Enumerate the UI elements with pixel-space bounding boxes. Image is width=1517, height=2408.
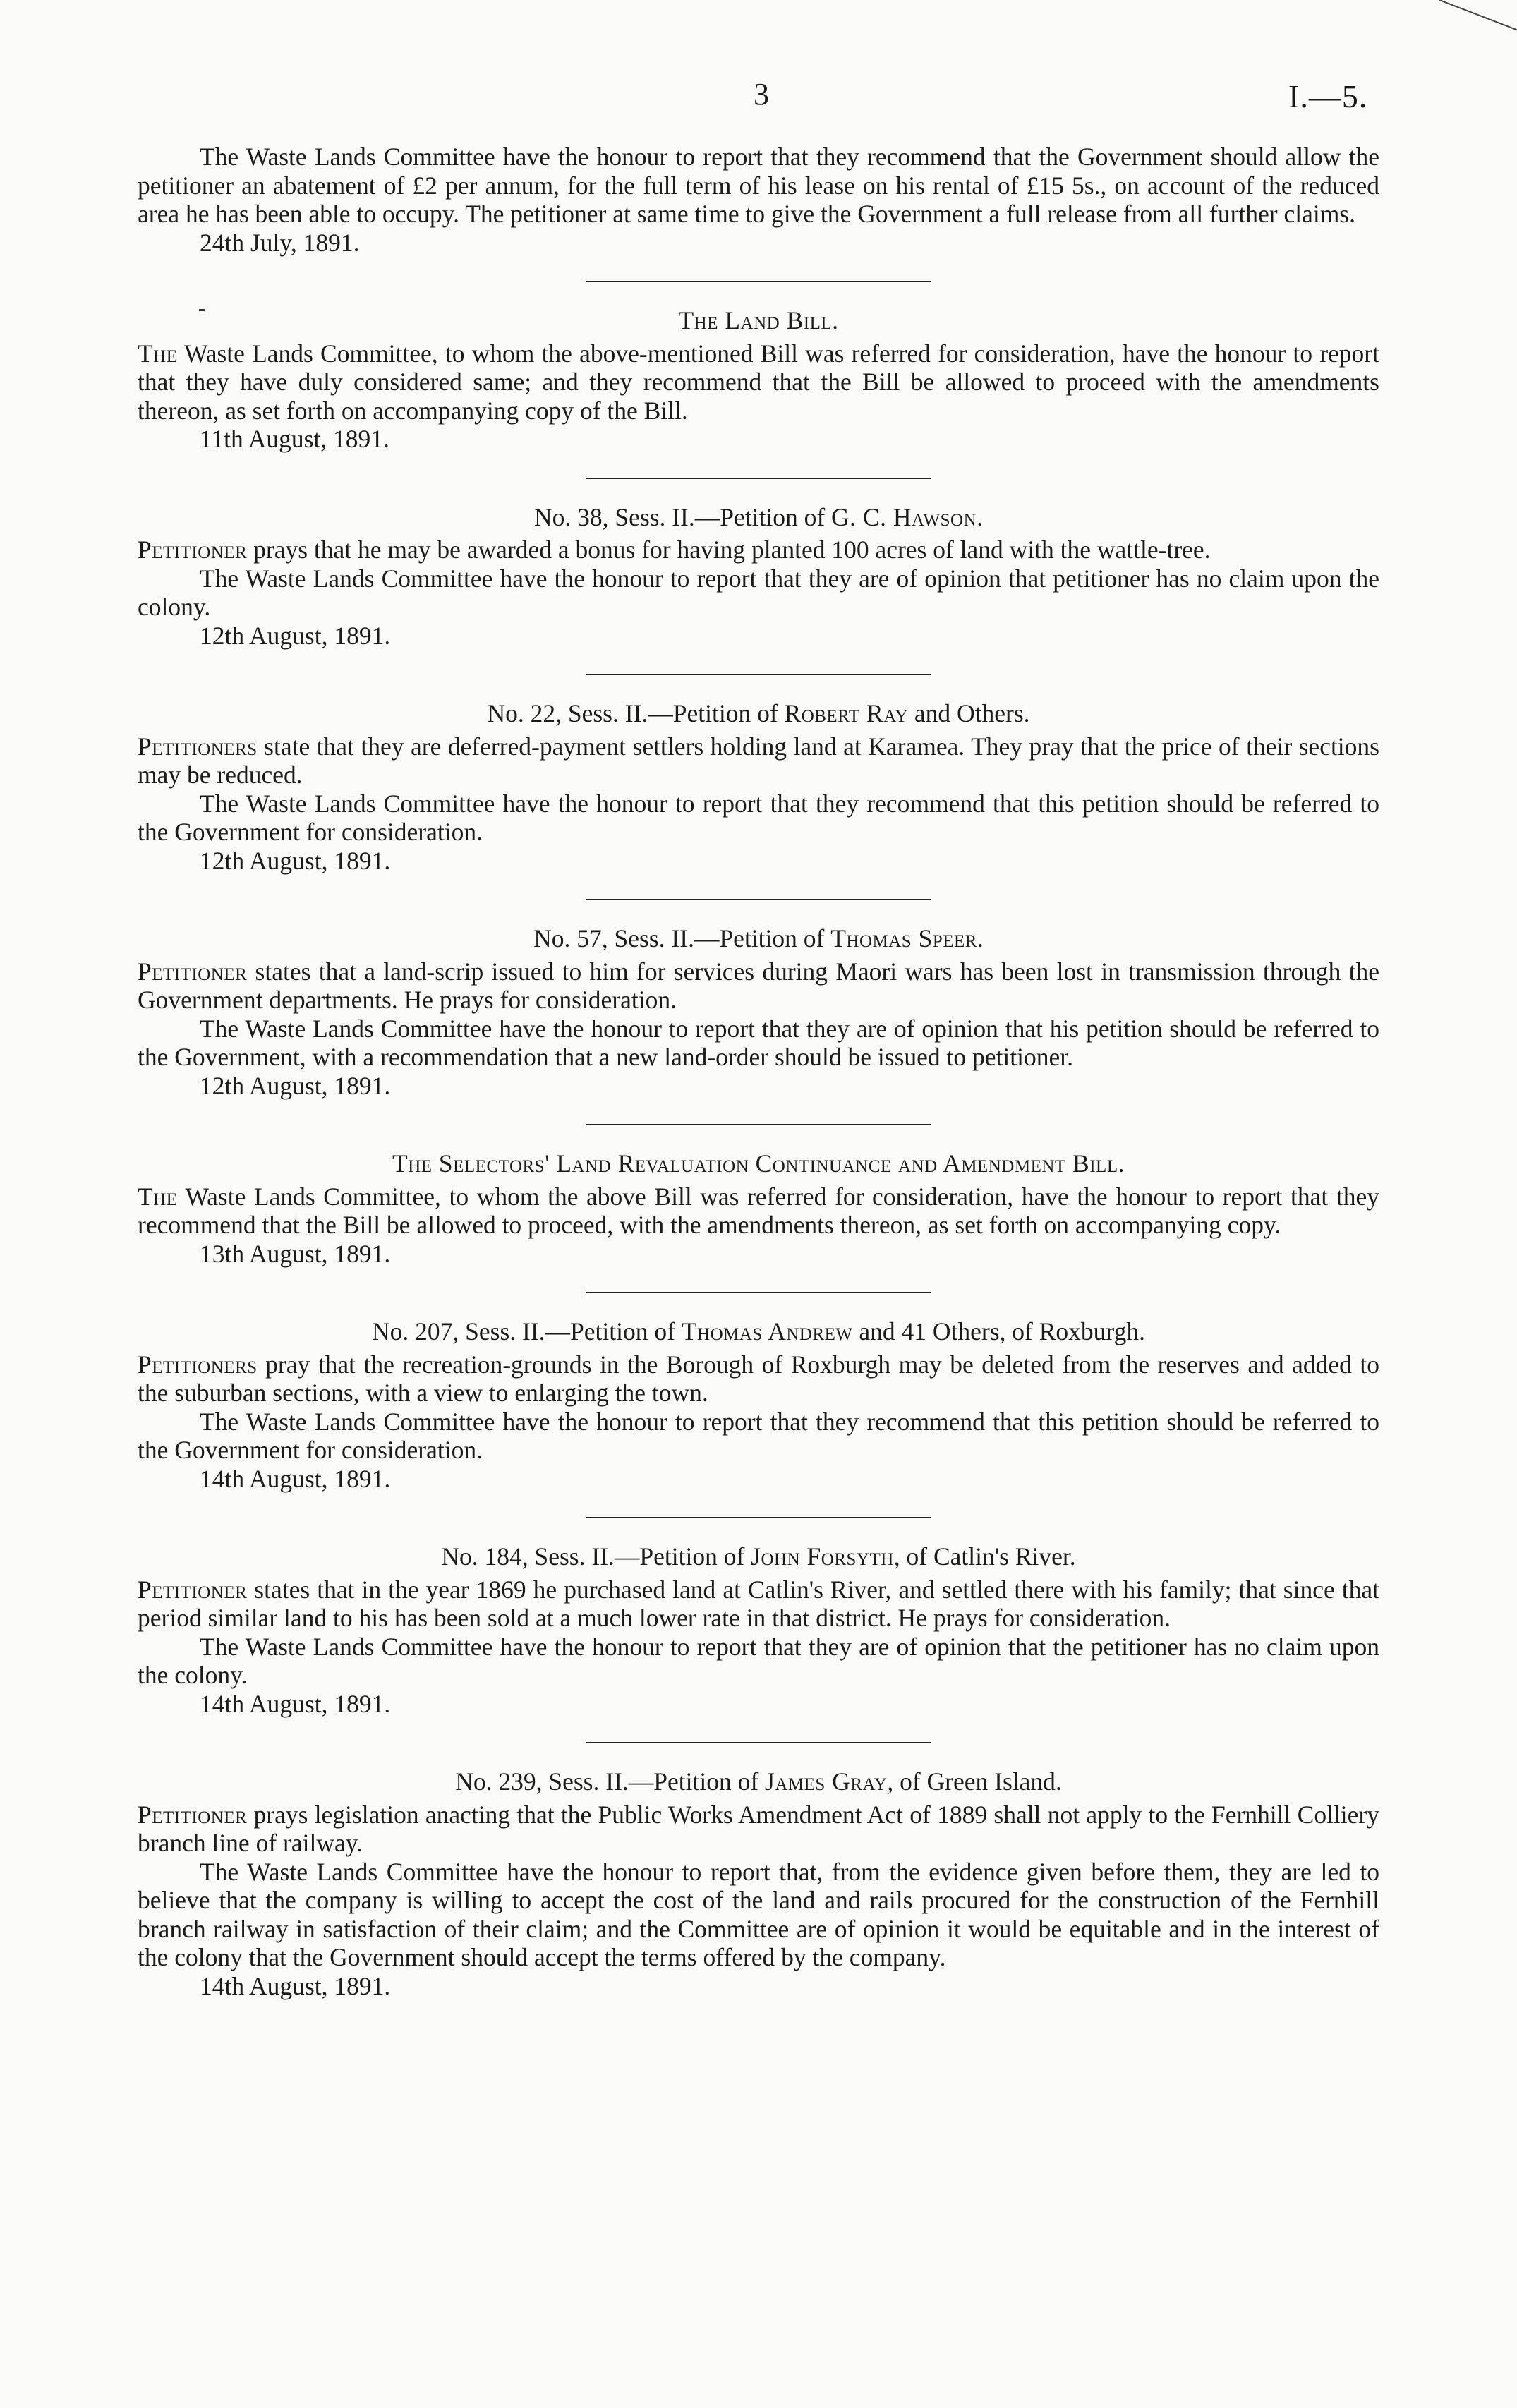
heading-suffix: , of Catlin's River.	[893, 1542, 1076, 1571]
report-date: 12th August, 1891.	[200, 621, 391, 650]
petition-paragraph	[138, 1575, 1379, 1633]
section-heading	[138, 1317, 1379, 1346]
heading-prefix: No. 22, Sess. II.—Petition of	[487, 699, 785, 727]
report-paragraph: The Waste Lands Committee have the honour to report that they are of opinion that petitioner has no claim upon the colony.	[138, 564, 1379, 621]
report-date: 14th August, 1891.	[200, 1464, 391, 1493]
petition-text: state that they are deferred-payment settlers holding land at Karamea. They pray that the price of their sections may be reduced.	[138, 732, 1379, 789]
petition-text: pray that the recreation-grounds in the Borough of Roxburgh may be deleted from the reserves and added to the suburban sections, with a view to enlarging the town.	[138, 1350, 1379, 1407]
section-divider	[586, 478, 931, 479]
report-text: Waste Lands Committee, to whom the above-mentioned Bill was referred for consideration, have the honour to report that they have duly considered same; and they recommend that the Bill be allowed to proceed with the amendments thereon, as set forth on accompanying copy of the Bill.	[138, 339, 1379, 425]
section-divider	[586, 899, 931, 900]
page-header	[0, 76, 1517, 119]
petition-paragraph	[138, 1350, 1379, 1408]
section-heading	[138, 1767, 1379, 1796]
petitioner-name: Thomas Speer	[830, 924, 977, 952]
petitioner-name: James Gray	[765, 1767, 888, 1796]
petitioner-name: G. C. Hawson	[831, 502, 977, 531]
report-text: Waste Lands Committee, to whom the above Bill was referred for consideration, have the honour to report that they recommend that the Bill be allowed to proceed, with the amendments thereon, as set forth on accompanying copy.	[138, 1182, 1379, 1239]
heading-prefix: No. 184, Sess. II.—Petition of	[441, 1542, 751, 1571]
section-heading: The Selectors' Land Revaluation Continuance and Amendment Bill.	[392, 1149, 1125, 1178]
petition-paragraph	[138, 536, 1379, 564]
heading-suffix: and 41 Others, of Roxburgh.	[852, 1317, 1145, 1345]
paper-identifier: I.—5.	[1288, 78, 1368, 114]
section-petition-22	[138, 699, 1379, 875]
heading-prefix: No. 207, Sess. II.—Petition of	[372, 1317, 682, 1345]
report-paragraph	[138, 1182, 1379, 1240]
section-heading	[138, 503, 1379, 532]
petition-paragraph	[138, 1801, 1379, 1858]
section-heading: The Land Bill.	[678, 306, 839, 334]
lead-word: Petitioner	[138, 536, 248, 564]
report-paragraph	[138, 339, 1379, 425]
heading-suffix: .	[977, 502, 984, 531]
section-petition-38	[138, 503, 1379, 651]
section-heading	[138, 1542, 1379, 1571]
petition-paragraph	[138, 732, 1379, 789]
section-petition-184	[138, 1542, 1379, 1718]
heading-suffix: .	[977, 924, 984, 952]
section-continuation	[138, 143, 1379, 257]
section-divider	[586, 281, 931, 282]
section-petition-207	[138, 1317, 1379, 1493]
petitioner-name: John Forsyth	[751, 1542, 894, 1571]
heading-prefix: No. 38, Sess. II.—Petition of	[533, 502, 832, 531]
report-date: 24th July, 1891.	[200, 228, 360, 257]
report-paragraph: The Waste Lands Committee have the honour to report that, from the evidence given before them, they are led to believe that the company is willing to accept the cost of the land and rails procured for the construction of the Fernhill branch railway in satisfaction of their claim; and the Committee are of opinion it would be equitable and in the interest of the colony that the Government should accept the terms offered by the company.	[138, 1857, 1379, 1971]
section-divider	[586, 1517, 931, 1518]
report-date: 12th August, 1891.	[200, 1071, 391, 1100]
petition-text: states that a land-scrip issued to him for services during Maori wars has been lost in transmission through the Government departments. He prays for consideration.	[138, 957, 1379, 1014]
report-date: 14th August, 1891.	[200, 1971, 391, 2000]
report-date: 12th August, 1891.	[200, 846, 391, 875]
lead-word: Petitioner	[138, 1800, 248, 1829]
section-selectors-bill	[138, 1149, 1379, 1268]
lead-word: The	[138, 339, 178, 368]
petition-text: prays that he may be awarded a bonus for having planted 100 acres of land with the wattle-tree.	[247, 536, 1211, 564]
petition-text: states that in the year 1869 he purchased land at Catlin's River, and settled there with his family; that since that period similar land to his has been sold at a much lower rate in that district. He prays for consideration.	[138, 1575, 1379, 1632]
page-number: 3	[754, 77, 769, 111]
report-date: 13th August, 1891.	[200, 1239, 391, 1268]
report-date: 11th August, 1891.	[200, 425, 389, 453]
section-heading	[138, 924, 1379, 953]
section-divider	[586, 674, 931, 675]
lead-word: Petitioner	[138, 1575, 248, 1604]
section-heading	[138, 699, 1379, 728]
section-divider	[586, 1742, 931, 1743]
heading-prefix: No. 57, Sess. II.—Petition of	[533, 924, 831, 952]
corner-scan-line	[1439, 0, 1517, 56]
petitioner-name: Thomas Andrew	[681, 1317, 853, 1345]
document-body	[138, 143, 1379, 2000]
section-divider	[586, 1292, 931, 1293]
report-paragraph: The Waste Lands Committee have the honour to report that they are of opinion that the petitioner has no claim upon the colony.	[138, 1632, 1379, 1689]
report-paragraph: The Waste Lands Committee have the honour to report that they are of opinion that his petition should be referred to the Government, with a recommendation that a new land-order should be issued to petitioner.	[138, 1014, 1379, 1071]
lead-word: Petitioners	[138, 732, 258, 761]
section-divider	[586, 1124, 931, 1125]
heading-suffix: and Others.	[908, 699, 1030, 727]
report-paragraph: The Waste Lands Committee have the honour to report that they recommend that the Government should allow the petitioner an abatement of £2 per annum, for the full term of his lease on his rental of £15 5s., on account of the reduced area he has been able to occupy. The petitioner at same time to give the Government a full release from all further claims.	[138, 143, 1379, 228]
petition-paragraph	[138, 957, 1379, 1015]
petition-text: prays legislation anacting that the Public Works Amendment Act of 1889 shall not apply to the Fernhill Colliery branch line of railway.	[138, 1800, 1379, 1857]
petitioner-name: Robert Ray	[784, 699, 909, 727]
lead-word: The	[138, 1182, 178, 1211]
lead-word: Petitioners	[138, 1350, 258, 1379]
report-paragraph: The Waste Lands Committee have the honour to report that they recommend that this petition should be referred to the Government for consideration.	[138, 789, 1379, 846]
heading-suffix: , of Green Island.	[887, 1767, 1062, 1796]
section-petition-239	[138, 1767, 1379, 2000]
report-paragraph: The Waste Lands Committee have the honour to report that they recommend that this petition should be referred to the Government for consideration.	[138, 1407, 1379, 1464]
heading-prefix: No. 239, Sess. II.—Petition of	[455, 1767, 766, 1796]
lead-word: Petitioner	[138, 957, 248, 986]
section-land-bill	[138, 306, 1379, 454]
section-petition-57	[138, 924, 1379, 1100]
report-date: 14th August, 1891.	[200, 1689, 391, 1718]
